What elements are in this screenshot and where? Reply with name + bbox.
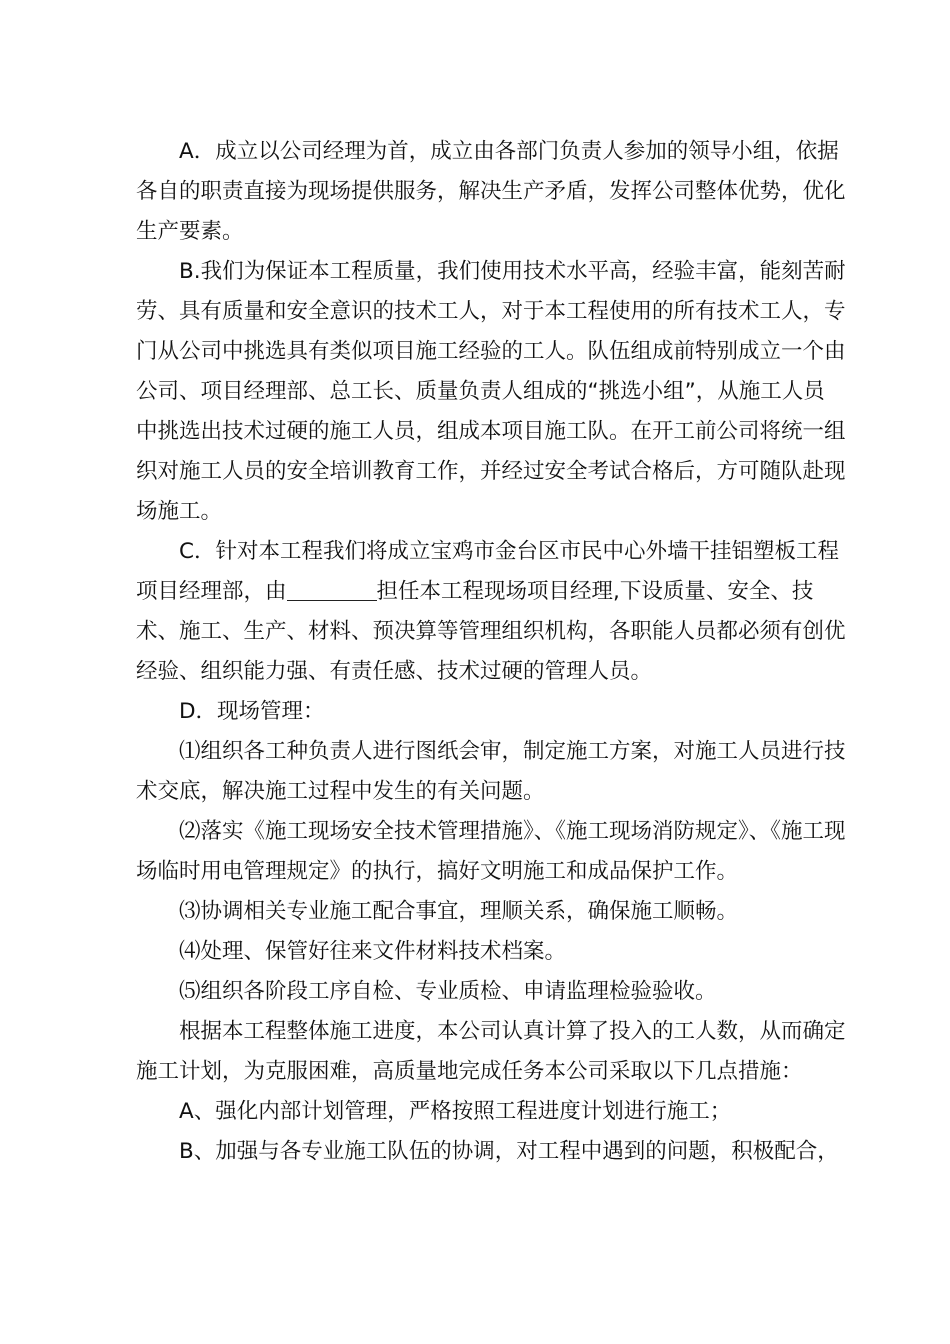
paragraph-schedule-measures: 根据本工程整体施工进度，本公司认真计算了投入的工人数，从而确定施工计划，为克服困难，高质量地完成任务本公司采取以下几点措施： [136, 1019, 846, 1084]
list-item-2-regulations: ⑵落实《施工现场安全技术管理措施》、《施工现场消防规定》、《施工现场临时用电管理规定》的执行，搞好文明施工和成品保护工作。 [136, 819, 846, 884]
list-item-4-archives: ⑷处理、保管好往来文件材料技术档案。 [179, 939, 567, 964]
paragraph-d-site-management: D．现场管理： [179, 699, 325, 724]
manager-name-blank [287, 578, 377, 601]
paragraph-c-project-department [136, 532, 846, 692]
list-item-1-drawing-review: ⑴组织各工种负责人进行图纸会审，制定施工方案，对施工人员进行技术交底，解决施工过程中发生的有关问题。 [136, 739, 846, 804]
paragraph-c-text-after: 担任本工程现场项目经理,下设质量、安全、技术、施工、生产、材料、预决算等管理组织机构，各职能人员都必须有创优经验、组织能力强、有责任感、技术过硬的管理人员。 [136, 579, 846, 684]
measure-b-coordination: B、加强与各专业施工队伍的协调，对工程中遇到的问题，积极配合， [179, 1139, 839, 1164]
paragraph-c-text-before: C．针对本工程我们将成立宝鸡市金台区市民中心外墙干挂铝塑板工程项目经理部，由 [136, 539, 840, 604]
paragraph-b-skilled-workers: B.我们为保证本工程质量，我们使用技术水平高，经验丰富，能刻苦耐劳、具有质量和安全意识的技术工人，对于本工程使用的所有技术工人，专门从公司中挑选具有类似项目施工经验的工人。队伍组成前特别成立一个由公司、项目经理部、总工长、质量负责人组成的“挑选小组”，从施工人员中挑选出技术过硬的施工人员，组成本项目施工队。在开工前公司将统一组织对施工人员的安全培训教育工作，并经过安全考试合格后，方可随队赴现场施工。 [136, 259, 846, 524]
list-item-3-coordination: ⑶协调相关专业施工配合事宜，理顺关系，确保施工顺畅。 [179, 899, 739, 924]
list-item-5-inspection: ⑸组织各阶段工序自检、专业质检、申请监理检验验收。 [179, 979, 717, 1004]
document-body [136, 132, 846, 1172]
measure-a-planning: A、强化内部计划管理，严格按照工程进度计划进行施工； [179, 1099, 732, 1124]
paragraph-a-leadership-group: A．成立以公司经理为首，成立由各部门负责人参加的领导小组，依据各自的职责直接为现场提供服务，解决生产矛盾，发挥公司整体优势，优化生产要素。 [136, 139, 846, 244]
